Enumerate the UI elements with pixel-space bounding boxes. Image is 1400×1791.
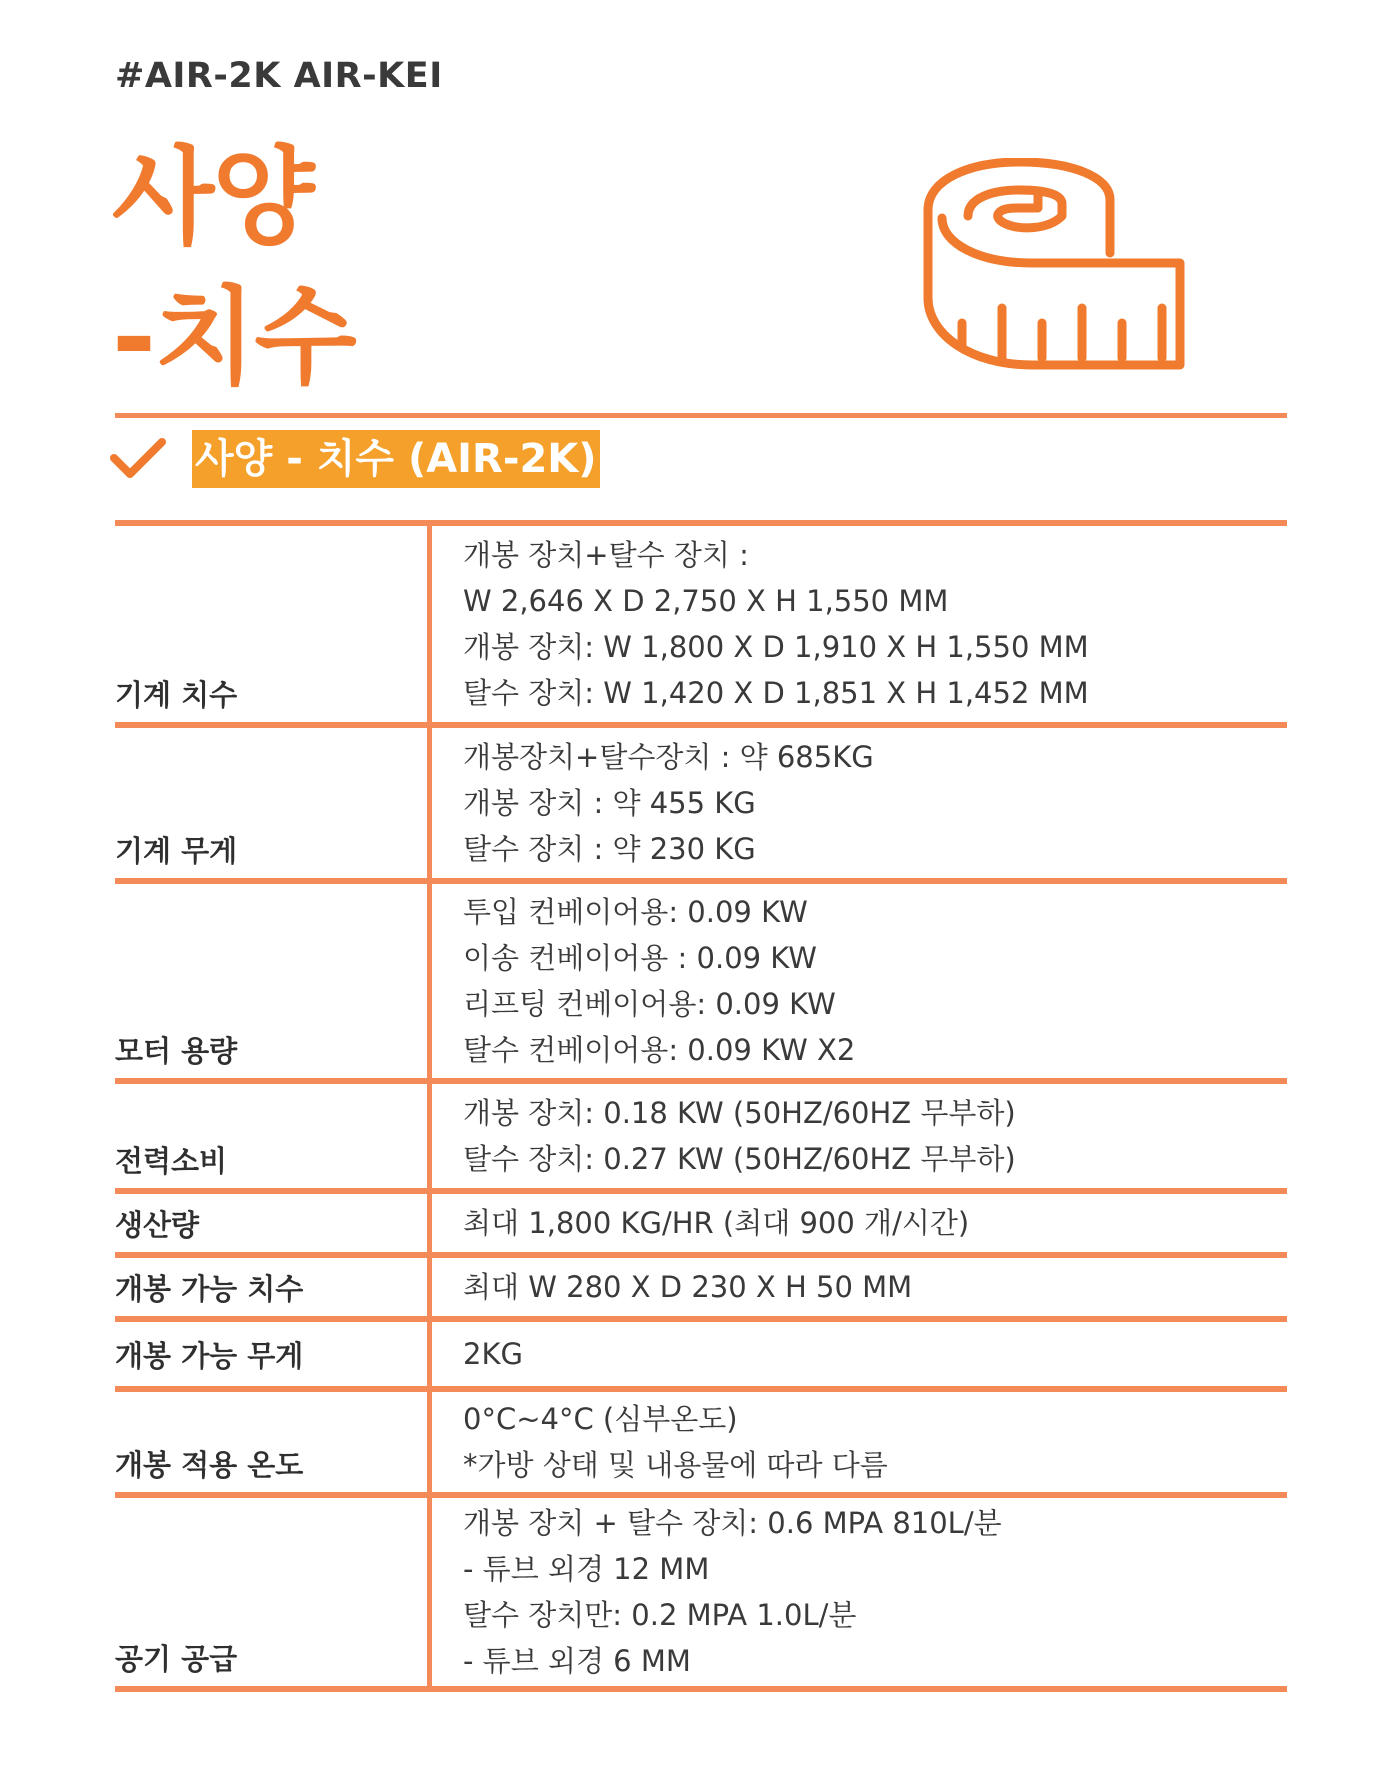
row-label: 기계 무게 (115, 728, 432, 878)
page-title-line-2: -치수 (112, 276, 355, 399)
row-value (432, 1322, 1287, 1386)
value-line: 투입 컨베이어용: 0.09 KW (463, 895, 808, 929)
value-line: 탈수 장치만: 0.2 MPA 1.0L/분 (463, 1598, 857, 1632)
value-line: 탈수 장치: W 1,420 X D 1,851 X H 1,452 MM (463, 676, 1089, 710)
row-label: 기계 치수 (115, 526, 432, 722)
value-line: 2KG (463, 1337, 523, 1371)
value-line: 리프팅 컨베이어용: 0.09 KW (463, 987, 836, 1021)
table-row-machine-weight (115, 728, 1287, 878)
table-row-openable-dimensions (115, 1258, 1287, 1316)
value-line: 개봉장치+탈수장치 : 약 685KG (463, 740, 874, 774)
row-label: 모터 용량 (115, 884, 432, 1078)
value-line: *가방 상태 및 내용물에 따라 다름 (463, 1448, 888, 1482)
value-line: 개봉 장치: 0.18 KW (50HZ/60HZ 무부하) (463, 1096, 1016, 1130)
row-label: 전력소비 (115, 1084, 432, 1188)
table-row-machine-dimensions (115, 526, 1287, 722)
row-value (432, 526, 1287, 722)
table-row-operating-temperature (115, 1392, 1287, 1492)
table-row-power-consumption (115, 1084, 1287, 1188)
value-line: 개봉 장치+탈수 장치 : (463, 538, 749, 572)
value-line: 이송 컨베이어용 : 0.09 KW (463, 941, 817, 975)
row-label: 개봉 가능 무게 (115, 1322, 432, 1386)
value-line: 개봉 장치 + 탈수 장치: 0.6 MPA 810L/분 (463, 1506, 1002, 1540)
row-value (432, 1084, 1287, 1188)
row-label: 공기 공급 (115, 1498, 432, 1686)
spec-table (115, 520, 1287, 1692)
row-value (432, 1498, 1287, 1686)
row-label: 개봉 적용 온도 (115, 1392, 432, 1492)
row-value (432, 1194, 1287, 1252)
value-line: 0°C~4°C (심부온도) (463, 1402, 738, 1436)
value-line: 탈수 컨베이어용: 0.09 KW X2 (463, 1033, 856, 1067)
page-title (112, 128, 355, 408)
row-value (432, 884, 1287, 1078)
checkmark-icon (110, 436, 166, 480)
table-row-production (115, 1194, 1287, 1252)
header-divider (115, 413, 1287, 418)
value-line: W 2,646 X D 2,750 X H 1,550 MM (463, 584, 949, 618)
value-line: - 튜브 외경 12 MM (463, 1552, 710, 1586)
section-title: 사양 - 치수 (AIR-2K) (192, 430, 600, 488)
page-title-line-1: 사양 (112, 136, 313, 259)
row-value (432, 1392, 1287, 1492)
model-tag: #AIR-2K AIR-KEI (115, 56, 443, 96)
value-line: 최대 W 280 X D 230 X H 50 MM (463, 1270, 913, 1304)
row-label: 생산량 (115, 1194, 432, 1252)
value-line: - 튜브 외경 6 MM (463, 1644, 691, 1678)
row-value (432, 728, 1287, 878)
value-line: 최대 1,800 KG/HR (최대 900 개/시간) (463, 1206, 970, 1240)
table-bottom-border (115, 1686, 1287, 1692)
table-row-openable-weight (115, 1322, 1287, 1386)
row-value (432, 1258, 1287, 1316)
row-label: 개봉 가능 치수 (115, 1258, 432, 1316)
table-row-motor-capacity (115, 884, 1287, 1078)
measuring-tape-icon (920, 158, 1190, 378)
value-line: 개봉 장치: W 1,800 X D 1,910 X H 1,550 MM (463, 630, 1089, 664)
value-line: 탈수 장치 : 약 230 KG (463, 832, 756, 866)
value-line: 탈수 장치: 0.27 KW (50HZ/60HZ 무부하) (463, 1142, 1016, 1176)
table-row-air-supply (115, 1498, 1287, 1686)
value-line: 개봉 장치 : 약 455 KG (463, 786, 756, 820)
